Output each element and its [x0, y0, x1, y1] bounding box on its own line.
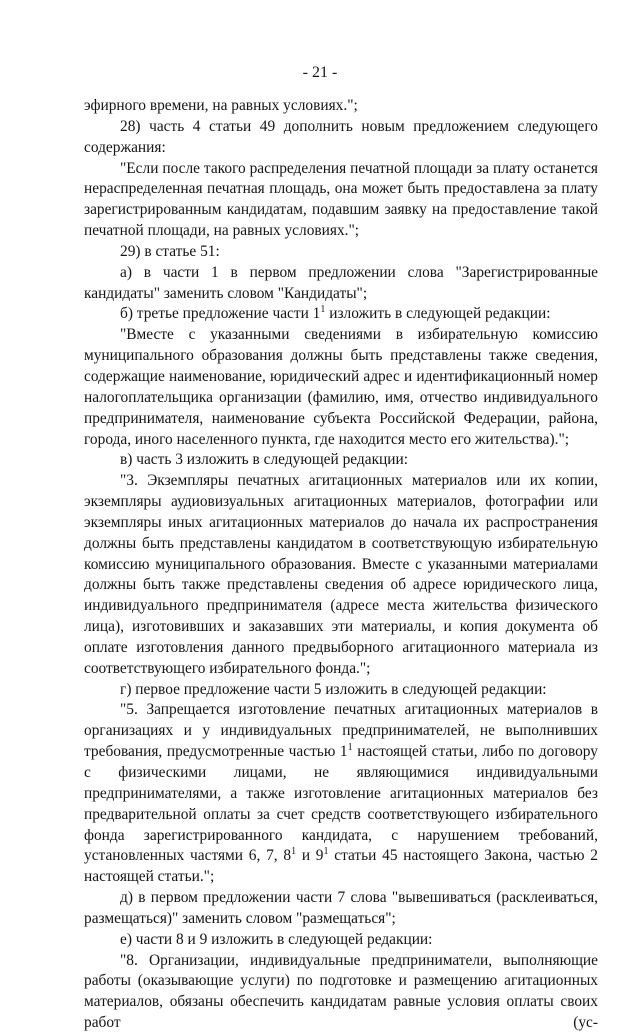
paragraph-subitem-g: г) первое предложение части 5 изложить в следующей редакции: [120, 680, 547, 698]
paragraph-item-29: 29) в статье 51: [120, 242, 220, 260]
paragraph-quote-part-8: "8. Организации, индивидуальные предприниматели, выполняющие работы (оказывающие услуги) по подготовке и размещению агитационных материалов, обязаны обеспечить кандидатам равные условия оплаты своих работ (ус- [84, 951, 598, 1032]
superscript: 1 [320, 304, 326, 316]
superscript: 1 [347, 742, 353, 754]
paragraph-continuation: эфирного времени, на равных условиях."; [84, 97, 358, 114]
paragraph-quote-part-5 [84, 700, 598, 888]
paragraph-quote-information: "Вместе с указанными сведениями в избирательную комиссию муниципального образования должны быть представлены также сведения, содержащие наименование, юридический адрес и идентификационный номер налогоплательщика организации (фамилию, имя, отчество индивидуального предпринимателя, наименование субъекта Российской Федерации, района, города, иного населенного пункта, где находится место его жительства)."; [84, 326, 598, 448]
part-5-text-b: настоящей статьи, либо по договору с физическими лицами, не являющимися индивидуальными предпринимателями, а также изготовление агитационных материалов без предварительной оплаты за счет средств соответствующего избирательного фонда зарегистрированного кандидата, с нарушением требований, установленных частями 6, 7, 8 [84, 743, 598, 865]
subitem-b-text-start: б) третье предложение части 1 [120, 305, 321, 323]
superscript: 1 [323, 846, 329, 858]
part-5-text-a: "5. Запрещается изготовление печатных агитационных материалов в организациях и у индивидуальных предпринимателей, не выполнивших требования, предусмотренные частью 1 [84, 701, 598, 761]
paragraph-subitem-b [84, 304, 598, 325]
paragraph-subitem-a: а) в части 1 в первом предложении слова "Зарегистрированные кандидаты" заменить словом "Кандидаты"; [84, 263, 598, 302]
paragraph-item-28: 28) часть 4 статьи 49 дополнить новым предложением следующего содержания: [84, 117, 598, 156]
part-5-text-d: статьи 45 настоящего Закона, частью 2 настоящей статьи."; [84, 847, 598, 886]
paragraph-subitem-e: е) части 8 и 9 изложить в следующей редакции: [120, 930, 433, 948]
paragraph-subitem-v: в) часть 3 изложить в следующей редакции: [120, 451, 409, 469]
superscript: 1 [291, 846, 297, 858]
document-body [84, 96, 598, 1034]
page-number: - 21 - [302, 64, 338, 81]
paragraph-quote-print-space: "Если после такого распределения печатной площади за плату останется нераспределенная печатная площадь, она может быть предоставлена за плату зарегистрированным кандидатам, подавшим заявку на предоставление такой печатной площади, на равных условиях."; [84, 159, 598, 240]
part-5-text-c: и 9 [296, 847, 324, 865]
paragraph-subitem-d: д) в первом предложении части 7 слова "вывешиваться (расклеиваться, размещаться)" заменить словом "размещаться"; [84, 889, 598, 927]
paragraph-quote-part-3: "3. Экземпляры печатных агитационных материалов или их копии, экземпляры аудиовизуальных агитационных материалов, фотографии или экземпляры иных агитационных материалов до начала их распространения должны быть представлены кандидатом в соответствующую избирательную комиссию муниципального образования. Вместе с указанными материалами должны быть также представлены сведения об адресе юридического лица, индивидуального предпринимателя (адресе места жительства физического лица), изготовивших и заказавших эти материалы, и копия документа об оплате изготовления данного предвыборного агитационного материала из соответствующего избирательного фонда."; [84, 472, 598, 677]
subitem-b-text-end: изложить в следующей редакции: [325, 305, 551, 323]
